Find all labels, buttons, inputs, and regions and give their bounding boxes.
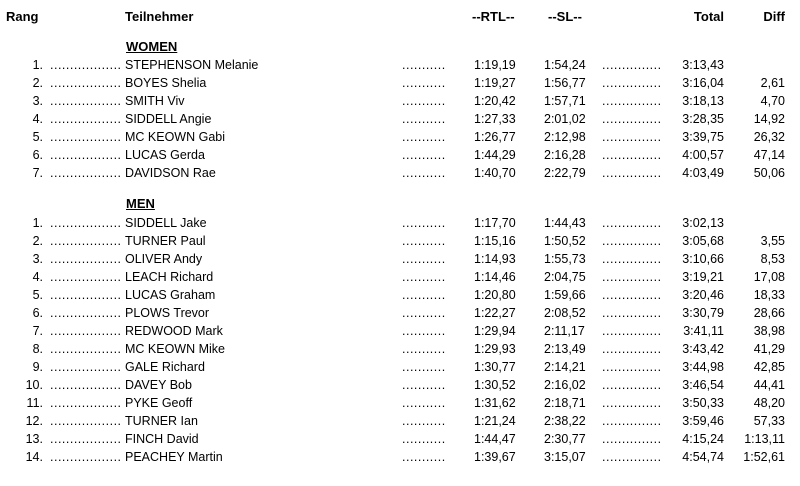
sl-time: 2:13,49 bbox=[544, 342, 586, 356]
sl-time: 2:30,77 bbox=[544, 432, 586, 446]
total-time: 3:50,33 bbox=[682, 396, 724, 410]
total-time: 4:54,74 bbox=[682, 450, 724, 464]
dot-leader: ........... bbox=[402, 166, 446, 180]
dot-leader: ............... bbox=[602, 112, 662, 126]
dot-leader: .................. bbox=[50, 360, 122, 374]
dot-leader: ............... bbox=[602, 288, 662, 302]
participant-name: SIDDELL Jake bbox=[125, 216, 207, 230]
diff-time: 42,85 bbox=[753, 360, 785, 374]
header-total: Total bbox=[693, 9, 724, 24]
rtl-time: 1:40,70 bbox=[474, 166, 516, 180]
total-time: 3:59,46 bbox=[682, 414, 724, 428]
sl-time: 1:44,43 bbox=[544, 216, 586, 230]
sl-time: 2:22,79 bbox=[544, 166, 586, 180]
dot-leader: ............... bbox=[602, 378, 662, 392]
result-row bbox=[0, 58, 800, 76]
sl-time: 3:15,07 bbox=[544, 450, 586, 464]
total-time: 3:16,04 bbox=[682, 76, 724, 90]
total-time: 4:00,57 bbox=[682, 148, 724, 162]
diff-time: 14,92 bbox=[753, 112, 785, 126]
sl-time: 2:04,75 bbox=[544, 270, 586, 284]
dot-leader: ........... bbox=[402, 94, 446, 108]
rank-cell: 9. bbox=[32, 360, 43, 374]
dot-leader: ............... bbox=[602, 414, 662, 428]
dot-leader: .................. bbox=[50, 306, 122, 320]
total-time: 3:19,21 bbox=[682, 270, 724, 284]
rtl-time: 1:30,77 bbox=[474, 360, 516, 374]
participant-name: MC KEOWN Gabi bbox=[125, 130, 226, 144]
rtl-time: 1:44,29 bbox=[474, 148, 516, 162]
diff-time: 8,53 bbox=[760, 252, 785, 266]
header-sl: --SL-- bbox=[548, 9, 582, 24]
total-time: 3:10,66 bbox=[682, 252, 724, 266]
header-rang: Rang bbox=[6, 9, 39, 24]
diff-time: 18,33 bbox=[753, 288, 785, 302]
total-time: 3:28,35 bbox=[682, 112, 724, 126]
total-time: 3:44,98 bbox=[682, 360, 724, 374]
participant-name: PEACHEY Martin bbox=[125, 450, 223, 464]
participant-name: DAVIDSON Rae bbox=[125, 166, 216, 180]
result-row bbox=[0, 360, 800, 378]
sl-time: 1:50,52 bbox=[544, 234, 586, 248]
diff-time: 44,41 bbox=[753, 378, 785, 392]
sl-time: 2:01,02 bbox=[544, 112, 586, 126]
diff-time: 47,14 bbox=[753, 148, 785, 162]
result-row bbox=[0, 112, 800, 130]
dot-leader: .................. bbox=[50, 130, 122, 144]
sl-time: 2:16,28 bbox=[544, 148, 586, 162]
dot-leader: ........... bbox=[402, 58, 446, 72]
diff-time: 57,33 bbox=[753, 414, 785, 428]
result-row bbox=[0, 378, 800, 396]
dot-leader: ............... bbox=[602, 450, 662, 464]
result-row bbox=[0, 130, 800, 148]
dot-leader: ........... bbox=[402, 270, 446, 284]
rtl-time: 1:39,67 bbox=[474, 450, 516, 464]
rank-cell: 5. bbox=[32, 288, 43, 302]
result-row bbox=[0, 148, 800, 166]
participant-name: MC KEOWN Mike bbox=[125, 342, 225, 356]
participant-name: DAVEY Bob bbox=[125, 378, 192, 392]
rank-cell: 12. bbox=[25, 414, 43, 428]
participant-name: LUCAS Graham bbox=[125, 288, 216, 302]
total-time: 3:05,68 bbox=[682, 234, 724, 248]
participant-name: PYKE Geoff bbox=[125, 396, 193, 410]
rtl-time: 1:20,80 bbox=[474, 288, 516, 302]
sl-time: 1:57,71 bbox=[544, 94, 586, 108]
rank-cell: 3. bbox=[32, 252, 43, 266]
participant-name: REDWOOD Mark bbox=[125, 324, 223, 338]
rtl-time: 1:17,70 bbox=[474, 216, 516, 230]
sl-time: 2:08,52 bbox=[544, 306, 586, 320]
diff-time: 1:52,61 bbox=[743, 450, 785, 464]
result-row bbox=[0, 94, 800, 112]
rank-cell: 14. bbox=[25, 450, 43, 464]
dot-leader: ........... bbox=[402, 378, 446, 392]
diff-time: 2,61 bbox=[760, 76, 785, 90]
participant-name: TURNER Ian bbox=[125, 414, 198, 428]
dot-leader: ........... bbox=[402, 432, 446, 446]
sl-time: 1:54,24 bbox=[544, 58, 586, 72]
dot-leader: .................. bbox=[50, 58, 122, 72]
participant-name: GALE Richard bbox=[125, 360, 205, 374]
rank-cell: 3. bbox=[32, 94, 43, 108]
rank-cell: 11. bbox=[26, 396, 43, 410]
total-time: 3:20,46 bbox=[682, 288, 724, 302]
participant-name: FINCH David bbox=[125, 432, 199, 446]
total-time: 3:13,43 bbox=[682, 58, 724, 72]
dot-leader: .................. bbox=[50, 94, 122, 108]
sl-time: 2:12,98 bbox=[544, 130, 586, 144]
rank-cell: 7. bbox=[32, 324, 43, 338]
rtl-time: 1:14,93 bbox=[474, 252, 516, 266]
dot-leader: ............... bbox=[602, 432, 662, 446]
total-time: 3:18,13 bbox=[682, 94, 724, 108]
sl-time: 1:56,77 bbox=[544, 76, 586, 90]
header-rtl: --RTL-- bbox=[472, 9, 515, 24]
total-time: 3:43,42 bbox=[682, 342, 724, 356]
dot-leader: ........... bbox=[402, 306, 446, 320]
rtl-time: 1:21,24 bbox=[474, 414, 516, 428]
rank-cell: 1. bbox=[32, 216, 43, 230]
rtl-time: 1:27,33 bbox=[474, 112, 516, 126]
rank-cell: 13. bbox=[25, 432, 43, 446]
diff-time: 28,66 bbox=[753, 306, 785, 320]
dot-leader: .................. bbox=[50, 216, 122, 230]
rtl-time: 1:15,16 bbox=[474, 234, 516, 248]
result-row bbox=[0, 166, 800, 184]
dot-leader: ............... bbox=[602, 166, 662, 180]
rtl-time: 1:19,27 bbox=[474, 76, 516, 90]
rank-cell: 4. bbox=[32, 112, 43, 126]
diff-time: 17,08 bbox=[753, 270, 785, 284]
section-title-men: MEN bbox=[126, 196, 155, 211]
diff-time: 50,06 bbox=[753, 166, 785, 180]
rtl-time: 1:26,77 bbox=[474, 130, 516, 144]
result-row bbox=[0, 414, 800, 432]
rtl-time: 1:29,93 bbox=[474, 342, 516, 356]
sl-time: 2:38,22 bbox=[544, 414, 586, 428]
diff-time: 3,55 bbox=[760, 234, 785, 248]
dot-leader: .................. bbox=[50, 450, 122, 464]
result-row bbox=[0, 234, 800, 252]
dot-leader: ............... bbox=[602, 270, 662, 284]
rank-cell: 8. bbox=[32, 342, 43, 356]
rank-cell: 6. bbox=[32, 306, 43, 320]
rank-cell: 2. bbox=[32, 76, 43, 90]
sl-time: 2:11,17 bbox=[544, 324, 585, 338]
rtl-time: 1:30,52 bbox=[474, 378, 516, 392]
total-time: 3:41,11 bbox=[683, 324, 724, 338]
total-time: 4:03,49 bbox=[682, 166, 724, 180]
result-row bbox=[0, 270, 800, 288]
dot-leader: ............... bbox=[602, 342, 662, 356]
dot-leader: ............... bbox=[602, 324, 662, 338]
dot-leader: .................. bbox=[50, 342, 122, 356]
dot-leader: .................. bbox=[50, 234, 122, 248]
sl-time: 2:18,71 bbox=[544, 396, 586, 410]
dot-leader: ............... bbox=[602, 76, 662, 90]
rtl-time: 1:19,19 bbox=[474, 58, 516, 72]
dot-leader: ........... bbox=[402, 76, 446, 90]
result-row bbox=[0, 216, 800, 234]
dot-leader: ........... bbox=[402, 112, 446, 126]
sl-time: 2:14,21 bbox=[544, 360, 586, 374]
participant-name: STEPHENSON Melanie bbox=[125, 58, 259, 72]
dot-leader: ........... bbox=[402, 288, 446, 302]
dot-leader: ........... bbox=[402, 396, 446, 410]
header-diff: Diff bbox=[763, 9, 785, 24]
participant-name: SIDDELL Angie bbox=[125, 112, 212, 126]
dot-leader: ............... bbox=[602, 234, 662, 248]
dot-leader: ........... bbox=[402, 148, 446, 162]
participant-name: OLIVER Andy bbox=[125, 252, 203, 266]
total-time: 4:15,24 bbox=[682, 432, 724, 446]
rank-cell: 2. bbox=[32, 234, 43, 248]
result-row bbox=[0, 342, 800, 360]
dot-leader: ........... bbox=[402, 342, 446, 356]
sl-time: 1:55,73 bbox=[544, 252, 586, 266]
result-row bbox=[0, 76, 800, 94]
participant-name: LUCAS Gerda bbox=[125, 148, 205, 162]
dot-leader: ........... bbox=[402, 216, 446, 230]
dot-leader: .................. bbox=[50, 396, 122, 410]
result-row bbox=[0, 288, 800, 306]
dot-leader: .................. bbox=[50, 252, 122, 266]
header-teilnehmer: Teilnehmer bbox=[125, 9, 194, 24]
dot-leader: ............... bbox=[602, 252, 662, 266]
dot-leader: .................. bbox=[50, 166, 122, 180]
dot-leader: .................. bbox=[50, 378, 122, 392]
participant-name: PLOWS Trevor bbox=[125, 306, 210, 320]
dot-leader: .................. bbox=[50, 432, 122, 446]
sl-time: 1:59,66 bbox=[544, 288, 586, 302]
rank-cell: 4. bbox=[32, 270, 43, 284]
participant-name: TURNER Paul bbox=[125, 234, 206, 248]
result-row bbox=[0, 252, 800, 270]
section-title-women: WOMEN bbox=[126, 39, 178, 54]
dot-leader: .................. bbox=[50, 324, 122, 338]
diff-time: 26,32 bbox=[753, 130, 785, 144]
participant-name: SMITH Viv bbox=[125, 94, 185, 108]
result-row bbox=[0, 432, 800, 450]
dot-leader: ........... bbox=[402, 414, 446, 428]
dot-leader: ........... bbox=[402, 252, 446, 266]
rank-cell: 1. bbox=[32, 58, 43, 72]
rtl-time: 1:31,62 bbox=[474, 396, 516, 410]
total-time: 3:02,13 bbox=[682, 216, 724, 230]
rank-cell: 10. bbox=[25, 378, 43, 392]
dot-leader: .................. bbox=[50, 414, 122, 428]
dot-leader: ............... bbox=[602, 396, 662, 410]
dot-leader: .................. bbox=[50, 148, 122, 162]
total-time: 3:46,54 bbox=[682, 378, 724, 392]
result-row bbox=[0, 396, 800, 414]
dot-leader: ............... bbox=[602, 130, 662, 144]
dot-leader: ............... bbox=[602, 58, 662, 72]
diff-time: 41,29 bbox=[753, 342, 785, 356]
dot-leader: ........... bbox=[402, 360, 446, 374]
dot-leader: ............... bbox=[602, 360, 662, 374]
rank-cell: 7. bbox=[32, 166, 43, 180]
rtl-time: 1:20,42 bbox=[474, 94, 516, 108]
result-row bbox=[0, 450, 800, 468]
result-row bbox=[0, 306, 800, 324]
diff-time: 4,70 bbox=[760, 94, 785, 108]
dot-leader: ............... bbox=[602, 306, 662, 320]
dot-leader: .................. bbox=[50, 76, 122, 90]
participant-name: BOYES Shelia bbox=[125, 76, 207, 90]
dot-leader: ............... bbox=[602, 94, 662, 108]
dot-leader: .................. bbox=[50, 112, 122, 126]
rtl-time: 1:22,27 bbox=[474, 306, 516, 320]
dot-leader: ........... bbox=[402, 324, 446, 338]
participant-name: LEACH Richard bbox=[125, 270, 214, 284]
diff-time: 1:13,11 bbox=[744, 432, 785, 446]
dot-leader: ........... bbox=[402, 450, 446, 464]
dot-leader: ............... bbox=[602, 148, 662, 162]
sl-time: 2:16,02 bbox=[544, 378, 586, 392]
diff-time: 48,20 bbox=[753, 396, 785, 410]
diff-time: 38,98 bbox=[753, 324, 785, 338]
total-time: 3:39,75 bbox=[682, 130, 724, 144]
dot-leader: ........... bbox=[402, 234, 446, 248]
rtl-time: 1:14,46 bbox=[474, 270, 516, 284]
dot-leader: ........... bbox=[402, 130, 446, 144]
dot-leader: .................. bbox=[50, 270, 122, 284]
rank-cell: 6. bbox=[32, 148, 43, 162]
dot-leader: ............... bbox=[602, 216, 662, 230]
total-time: 3:30,79 bbox=[682, 306, 724, 320]
result-row bbox=[0, 324, 800, 342]
rtl-time: 1:44,47 bbox=[474, 432, 516, 446]
dot-leader: .................. bbox=[50, 288, 122, 302]
rank-cell: 5. bbox=[32, 130, 43, 144]
rtl-time: 1:29,94 bbox=[474, 324, 516, 338]
